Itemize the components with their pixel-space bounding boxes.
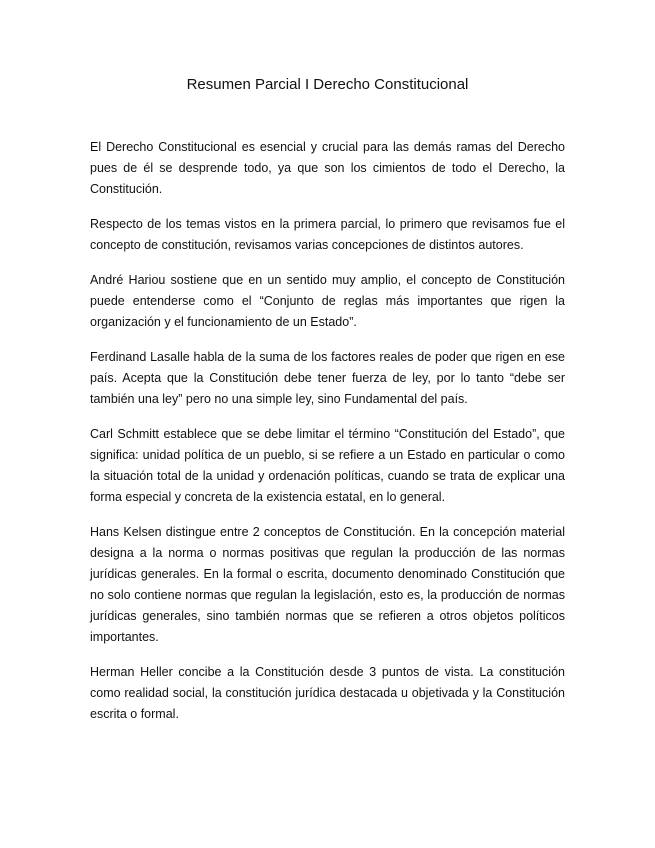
- paragraph-lasalle: Ferdinand Lasalle habla de la suma de los factores reales de poder que rigen en ese país. Acepta que la Constitución debe tener fuerza de ley, por lo tanto “debe ser también una ley” pero no una simple ley, sino Fundamental del país.: [90, 350, 565, 406]
- paragraph-intro: El Derecho Constitucional es esencial y crucial para las demás ramas del Derecho pues de él se desprende todo, ya que son los cimientos de todo el Derecho, la Constitución.: [90, 140, 565, 196]
- paragraph-hariou: André Hariou sostiene que en un sentido muy amplio, el concepto de Constitución puede entenderse como el “Conjunto de reglas más importantes que rigen la organización y el funcionamiento de un Estado”.: [90, 273, 565, 329]
- document-body: [90, 137, 565, 739]
- paragraph-heller: Herman Heller concibe a la Constitución desde 3 puntos de vista. La constitución como realidad social, la constitución jurídica destacada u objetivada y la Constitución escrita o formal.: [90, 665, 565, 721]
- paragraph-topics: Respecto de los temas vistos en la primera parcial, lo primero que revisamos fue el concepto de constitución, revisamos varias concepciones de distintos autores.: [90, 217, 565, 252]
- paragraph-schmitt: Carl Schmitt establece que se debe limitar el término “Constitución del Estado”, que significa: unidad política de un pueblo, si se refiere a un Estado en particular o como la situación total de la unidad y ordenación políticas, cuando se trata de explicar una forma especial y concreta de la existencia estatal, en lo general.: [90, 427, 565, 504]
- paragraph-kelsen: Hans Kelsen distingue entre 2 conceptos de Constitución. En la concepción material designa a la norma o normas positivas que regulan la producción de las normas jurídicas generales. En la formal o escrita, documento denominado Constitución que no solo contiene normas que regulan la legislación, esto es, la producción de normas jurídicas generales, sino también normas que se refieren a otros objetos políticos importantes.: [90, 525, 565, 644]
- document-title: Resumen Parcial I Derecho Constitucional: [186, 76, 469, 93]
